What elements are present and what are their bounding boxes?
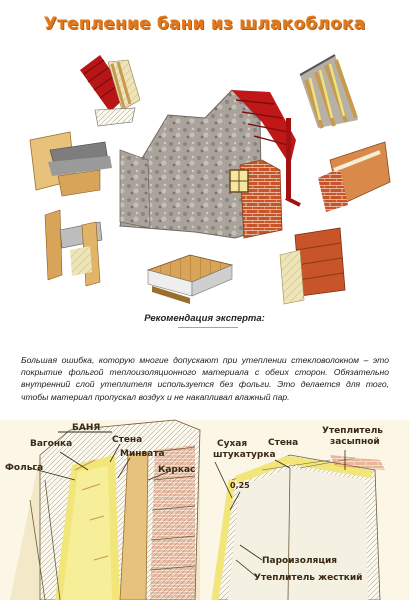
attic-cutaway-illustration — [300, 55, 358, 128]
label-uteplitel: Утеплитель — [322, 426, 383, 436]
diagram-right — [205, 420, 409, 600]
label-zasypnoy: засыпной — [330, 437, 380, 447]
diagram-left-header: БАНЯ — [72, 423, 101, 433]
log-wall-illustration — [280, 228, 345, 304]
label-folga: Фольга — [5, 463, 44, 473]
label-vagonka: Вагонка — [30, 439, 73, 449]
house-illustration — [120, 90, 300, 238]
label-sukhaya: Сухая — [217, 439, 248, 449]
floor-illustration — [148, 255, 232, 304]
label-karkas: Каркас — [158, 465, 196, 475]
recommendation-divider — [178, 327, 238, 328]
page-title: Утепление бани из шлакоблока — [43, 14, 366, 34]
diagram-left — [0, 420, 205, 600]
label-minvata: Минвата — [120, 449, 165, 459]
label-shtukaturka: штукатурка — [213, 450, 276, 460]
label-stena-right: Стена — [268, 438, 299, 448]
recommendation-heading: Рекомендация эксперта: — [144, 313, 265, 324]
label-stena-left: Стена — [112, 435, 143, 445]
corner-frame-illustration — [45, 210, 102, 286]
label-paroizolyatsiya: Пароизоляция — [262, 556, 338, 566]
roof-cutaway-illustration — [80, 55, 140, 126]
recommendation-text: Большая ошибка, которую многие допускают при утеплении стекловолокном – это покрытие фольгой теплоизоляционного материала с обеих сторон. Обязательно внутренний слой утеплителя используется без фольги. Это делается для того, чтобы материал пропускал воздух и не накапливал влажный пар. — [21, 355, 389, 402]
label-uteplitel-zhestkiy: Утеплитель жесткий — [254, 573, 363, 583]
label-dimension: 0,25 — [230, 481, 250, 490]
insulated-wall-illustration — [318, 142, 390, 212]
wall-frame-illustration — [30, 132, 112, 196]
